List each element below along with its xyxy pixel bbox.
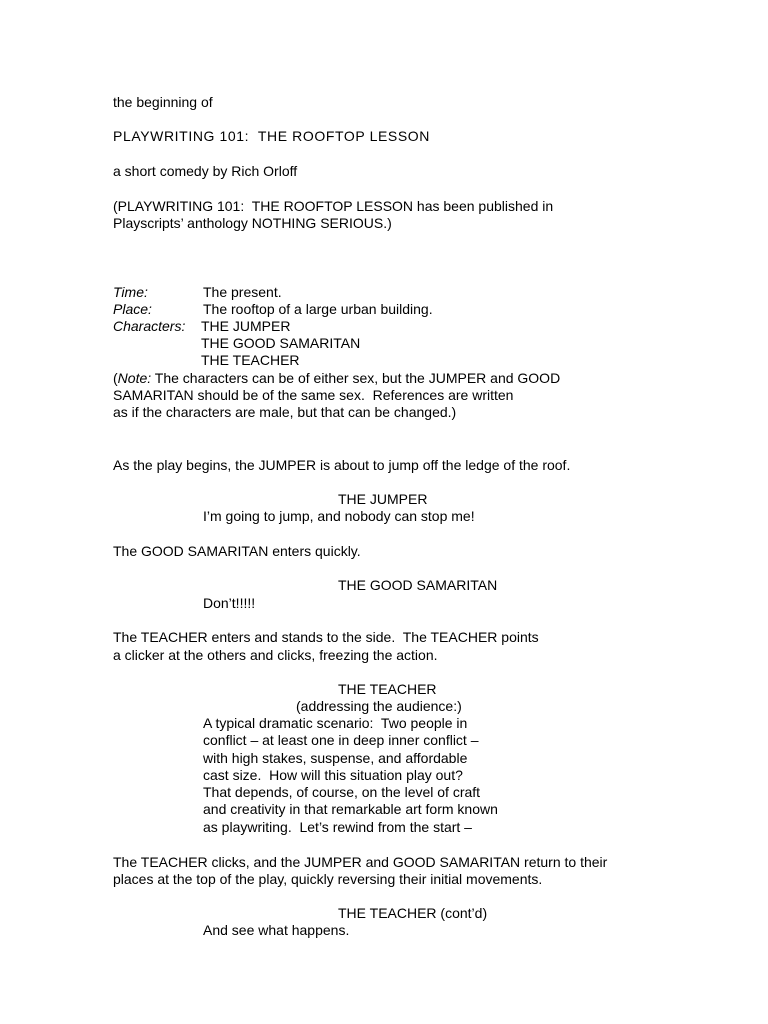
character-name: THE JUMPER [201, 318, 291, 334]
note-open-paren: ( [113, 370, 118, 386]
dialogue-line: and creativity in that remarkable art form known [203, 801, 498, 817]
place-value: The rooftop of a large urban building. [203, 301, 433, 317]
byline: a short comedy by Rich Orloff [113, 163, 298, 179]
intro-line: the beginning of [113, 94, 213, 110]
publication-note-line: Playscripts’ anthology NOTHING SERIOUS.) [113, 215, 392, 231]
dialogue-line: And see what happens. [203, 922, 350, 938]
character-cue: THE TEACHER [338, 681, 437, 697]
character-cue: THE GOOD SAMARITAN [338, 577, 498, 593]
dialogue-line: I’m going to jump, and nobody can stop me! [203, 508, 475, 524]
note-label: Note: [117, 370, 152, 386]
character-name: THE TEACHER [201, 352, 300, 368]
characters-label: Characters: [113, 318, 186, 334]
stage-direction: places at the top of the play, quickly reversing their initial movements. [113, 871, 543, 887]
dialogue-line: That depends, of course, on the level of craft [203, 784, 481, 800]
stage-direction: As the play begins, the JUMPER is about to jump off the ledge of the roof. [113, 457, 571, 473]
stage-direction: a clicker at the others and clicks, freezing the action. [113, 647, 438, 663]
casting-note-line: SAMARITAN should be of the same sex. References are written [113, 387, 514, 403]
character-cue: THE JUMPER [338, 491, 428, 507]
dialogue-line: A typical dramatic scenario: Two people in [203, 715, 468, 731]
dialogue-line: as playwriting. Let’s rewind from the start – [203, 819, 472, 835]
time-value: The present. [203, 284, 282, 300]
dialogue-line: conflict – at least one in deep inner conflict – [203, 732, 479, 748]
stage-direction: The TEACHER clicks, and the JUMPER and GOOD SAMARITAN return to their [113, 854, 608, 870]
character-cue: THE TEACHER (cont’d) [338, 905, 488, 921]
dialogue-line: Don’t!!!!! [203, 595, 256, 611]
casting-note-line [113, 370, 560, 387]
casting-note-line: as if the characters are male, but that can be changed.) [113, 404, 457, 420]
stage-direction: The GOOD SAMARITAN enters quickly. [113, 543, 361, 559]
dialogue-line: cast size. How will this situation play out? [203, 767, 463, 783]
note-text: The characters can be of either sex, but the JUMPER and GOOD [151, 370, 561, 386]
play-title: PLAYWRITING 101: THE ROOFTOP LESSON [113, 128, 430, 144]
place-label: Place: [113, 301, 152, 317]
dialogue-line: with high stakes, suspense, and affordable [203, 750, 468, 766]
publication-note-line: (PLAYWRITING 101: THE ROOFTOP LESSON has been published in [113, 198, 554, 214]
character-name: THE GOOD SAMARITAN [201, 335, 361, 351]
time-label: Time: [113, 284, 148, 300]
parenthetical: (addressing the audience:) [296, 698, 462, 714]
stage-direction: The TEACHER enters and stands to the side. The TEACHER points [113, 629, 539, 645]
